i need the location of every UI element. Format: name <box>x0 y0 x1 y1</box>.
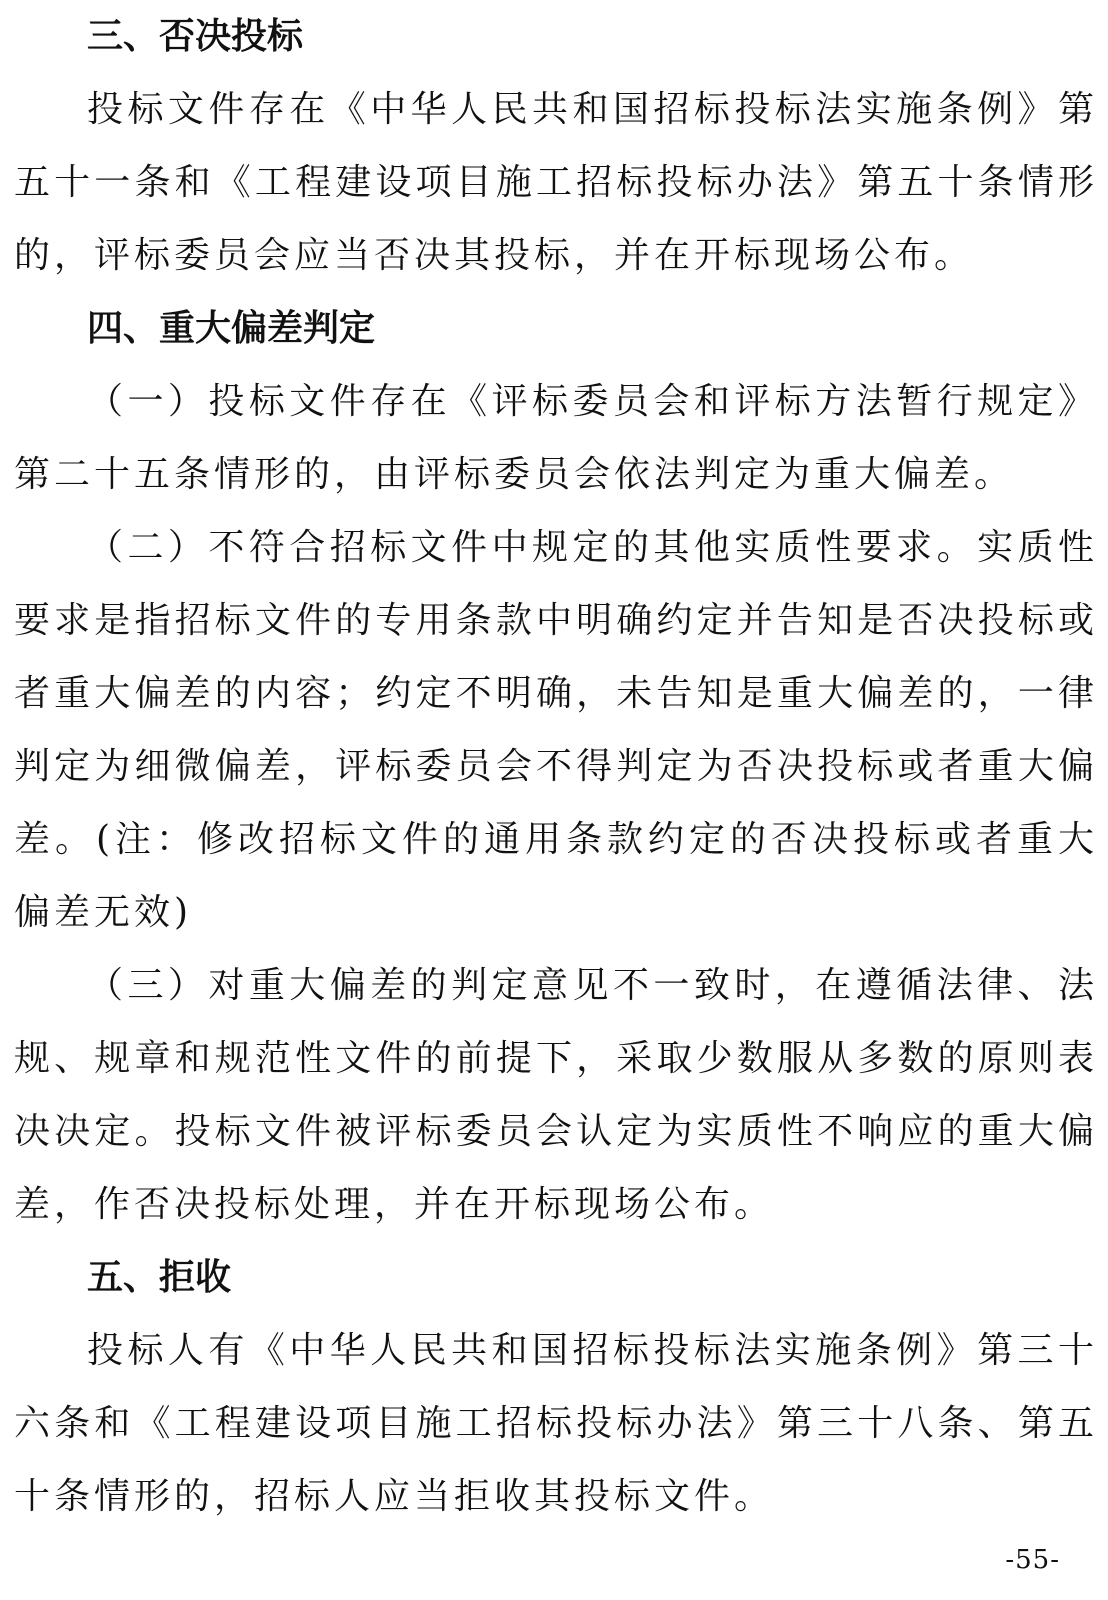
paragraph-major-deviation-2: （二）不符合招标文件中规定的其他实质性要求。实质性要求是指招标文件的专用条款中明确约定并告知是否决投标或者重大偏差的内容；约定不明确，未告知是重大偏差的，一律判定为细微偏差，评标委员会不得判定为否决投标或者重大偏差。(注：修改招标文件的通用条款约定的否决投标或者重大偏差无效) <box>14 527 1098 933</box>
section-heading-refuse-receipt: 五、拒收 <box>87 1257 232 1298</box>
document-page <box>14 0 1098 1533</box>
paragraph-refuse-receipt: 投标人有《中华人民共和国招标投标法实施条例》第三十六条和《工程建设项目施工招标投标办法》第三十八条、第五十条情形的，招标人应当拒收其投标文件。 <box>14 1330 1098 1517</box>
paragraph-major-deviation-3: （三）对重大偏差的判定意见不一致时，在遵循法律、法规、规章和规范性文件的前提下，采取少数服从多数的原则表决决定。投标文件被评标委员会认定为实质性不响应的重大偏差，作否决投标处理，并在开标现场公布。 <box>14 965 1098 1225</box>
page-number: -55- <box>1005 1545 1060 1575</box>
section-heading-reject-bid: 三、否决投标 <box>87 16 304 57</box>
section-heading-major-deviation: 四、重大偏差判定 <box>87 308 376 349</box>
paragraph-reject-bid: 投标文件存在《中华人民共和国招标投标法实施条例》第五十一条和《工程建设项目施工招标投标办法》第五十条情形的，评标委员会应当否决其投标，并在开标现场公布。 <box>14 89 1098 276</box>
paragraph-major-deviation-1: （一）投标文件存在《评标委员会和评标方法暂行规定》第二十五条情形的，由评标委员会依法判定为重大偏差。 <box>14 381 1098 495</box>
